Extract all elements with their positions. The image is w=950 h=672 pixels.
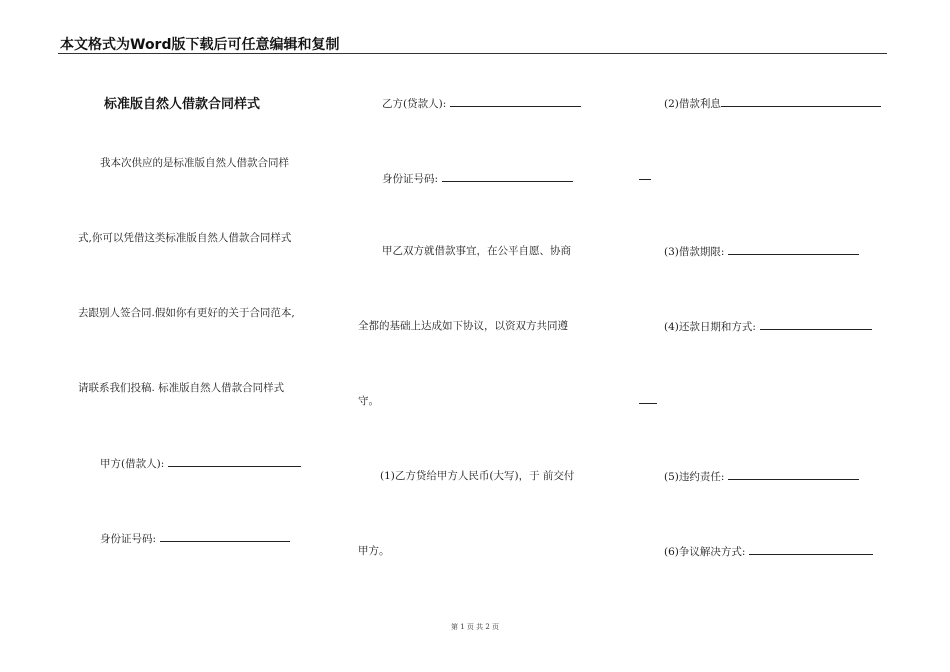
clause-6-label: (6)争议解决方式: — [664, 546, 746, 558]
party-b-field — [382, 95, 581, 111]
party-b-blank — [450, 95, 581, 107]
clause-6-field — [664, 543, 873, 559]
party-a-blank — [168, 455, 301, 467]
intro-line-3: 去跟别人签合同.假如你有更好的关于合同范本, — [78, 307, 295, 319]
party-b-id-label: 身份证号码: — [382, 173, 439, 185]
clause-3-field — [664, 243, 859, 259]
agreement-line-3: 守。 — [358, 395, 379, 407]
agreement-line-1: 甲乙双方就借款事宜，在公平自愿、协商 — [382, 245, 571, 257]
intro-line-1: 我本次供应的是标准版自然人借款合同样 — [100, 157, 289, 169]
clause-5-field — [664, 468, 859, 484]
clause-5-blank — [728, 468, 859, 480]
page-number: 第 1 页 共 2 页 — [450, 623, 500, 631]
party-b-id-field — [382, 170, 573, 186]
clause-4-label: (4)还款日期和方式: — [664, 321, 756, 333]
clause-4-blank-continuation — [639, 403, 657, 404]
document-title: 标准版自然人借款合同样式 — [104, 97, 261, 112]
page-header-title: 本文格式为Word版下载后可任意编辑和复制 — [60, 37, 340, 53]
clause-1-line-2: 甲方。 — [358, 545, 390, 557]
clause-1-line-1: (1)乙方贷给甲方人民币(大写)，于 前交付 — [380, 470, 575, 482]
party-b-label: 乙方(贷款人): — [382, 98, 447, 110]
clause-4-field — [664, 318, 872, 334]
clause-5-label: (5)违约责任: — [664, 471, 725, 483]
intro-line-2: 式,你可以凭借这类标准版自然人借款合同样式 — [78, 232, 292, 244]
party-a-id-field — [100, 530, 290, 546]
clause-2-blank — [721, 95, 881, 107]
clause-4-blank — [760, 318, 872, 330]
clause-2-label: (2)借款利息 — [664, 98, 721, 110]
party-a-label: 甲方(借款人): — [100, 458, 165, 470]
party-b-id-blank — [442, 170, 573, 182]
party-a-id-blank — [160, 530, 290, 542]
header-divider — [58, 53, 887, 54]
party-a-id-label: 身份证号码: — [100, 533, 157, 545]
clause-2-blank-continuation — [639, 179, 651, 180]
agreement-line-2: 全都的基础上达成如下协议，以资双方共同遵 — [358, 320, 568, 332]
clause-2-field — [664, 95, 881, 111]
clause-6-blank — [749, 543, 873, 555]
clause-3-blank — [728, 243, 859, 255]
intro-line-4: 请联系我们投稿. 标准版自然人借款合同样式 — [78, 382, 285, 394]
party-a-field — [100, 455, 301, 471]
clause-3-label: (3)借款期限: — [664, 246, 725, 258]
